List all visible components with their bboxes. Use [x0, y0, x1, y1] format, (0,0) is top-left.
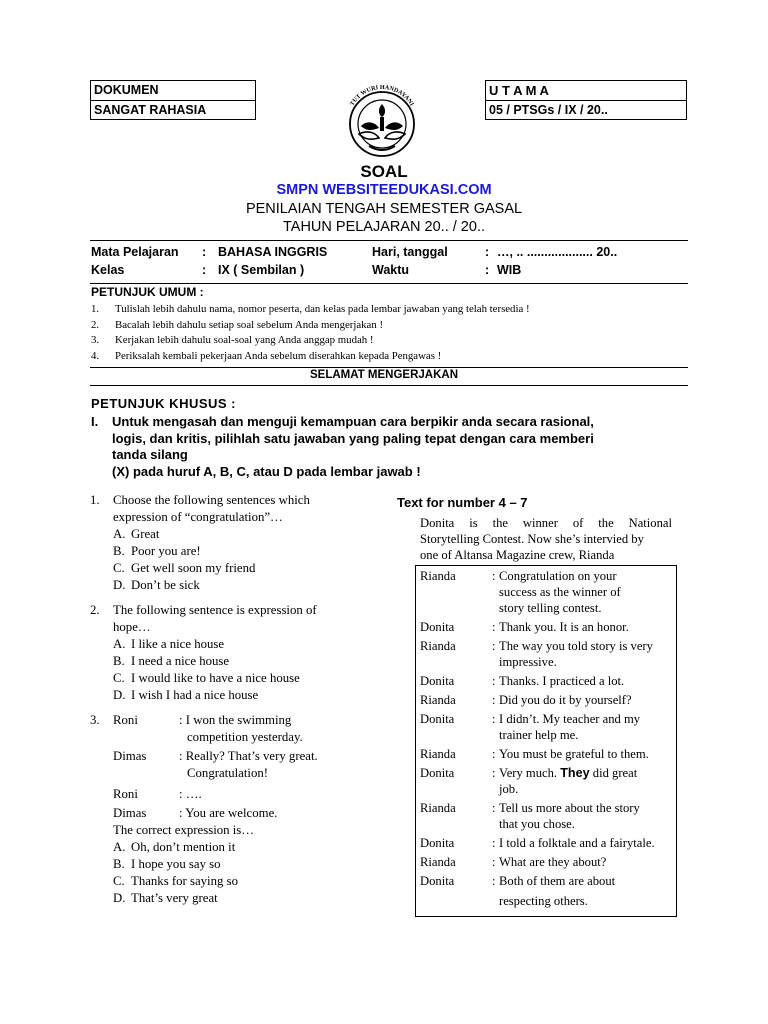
dialog-line-2: Donita : Thank you. It is an honor.	[420, 620, 629, 634]
question-3-prompt: The correct expression is…	[113, 823, 255, 837]
q2-option-c[interactable]: C. I would like to have a nice house	[113, 671, 300, 685]
dialog-line-12: Donita : Both of them are about respecting others.	[420, 874, 616, 908]
day-value: …, .. ................... 20..	[497, 245, 618, 259]
day-colon: :	[485, 245, 490, 259]
text-4-7-heading: Text for number 4 – 7	[397, 495, 528, 510]
exam-title: PENILAIAN TENGAH SEMESTER GASAL	[245, 201, 523, 217]
general-rule-2: 2. Bacalah lebih dahulu setiap soal sebelum Anda mengerjakan !	[91, 318, 384, 331]
logo-emblem-icon	[339, 84, 425, 158]
school-name: SMPN WEBSITEEDUKASI.COM	[276, 182, 492, 198]
dialog-line-10: Donita : I told a folktale and a fairytale.	[420, 836, 655, 850]
question-1: 1. Choose the following sentences which expression of “congratulation”… A. Great B. Poor you are! C. Get well soon my friend D. Don’t be sick	[90, 492, 360, 594]
general-instructions-list	[91, 302, 691, 364]
main-label: U T A M A	[489, 83, 549, 98]
dialog-line-1: Rianda : Congratulation on your success as the winner of story telling contest.	[420, 569, 621, 615]
class-label: Kelas	[91, 263, 125, 277]
svg-text:TUT WURI HANDAYANI	[349, 84, 416, 108]
subject-value: BAHASA INGGRIS	[218, 245, 328, 259]
q1-option-a[interactable]: A. Great	[113, 527, 160, 541]
time-value: WIB	[497, 263, 522, 277]
dialog-line-7: Rianda : You must be grateful to them.	[420, 747, 649, 761]
time-colon: :	[485, 263, 490, 277]
q3-option-c[interactable]: C. Thanks for saying so	[113, 874, 238, 888]
time-label: Waktu	[372, 263, 410, 277]
document-code: 05 / PTSGs / IX / 20..	[486, 100, 686, 119]
special-roman-numeral: I.	[91, 414, 99, 429]
q2-option-a[interactable]: A. I like a nice house	[113, 637, 225, 651]
divider-info	[90, 283, 688, 284]
q2-option-d[interactable]: D. I wish I had a nice house	[113, 688, 259, 702]
question-2-text: The following sentence is expression of	[113, 603, 317, 617]
confidential-label: SANGAT RAHASIA	[91, 100, 255, 119]
dialog-line-6: Donita : I didn’t. My teacher and my trainer help me.	[420, 712, 641, 742]
day-label: Hari, tanggal	[372, 245, 448, 259]
q2-option-b[interactable]: B. I need a nice house	[113, 654, 230, 668]
dialog-line-3: Rianda : The way you told story is very impressive.	[420, 639, 653, 669]
subject-label: Mata Pelajaran	[91, 245, 179, 259]
special-instructions-text: Untuk mengasah dan menguji kemampuan cara berpikir anda secara rasional, logis, dan kritis, pilihlah satu jawaban yang paling tepat dengan cara memberi tanda silang (X) pada huruf A, B, C, atau D pada lembar jawab !	[112, 414, 594, 479]
greeting: SELAMAT MENGERJAKAN	[309, 369, 458, 381]
dialog-line-5: Rianda : Did you do it by yourself?	[420, 693, 632, 707]
q3-option-b[interactable]: B. I hope you say so	[113, 857, 221, 871]
q3-option-d[interactable]: D. That’s very great	[113, 891, 218, 905]
dialog-text	[420, 568, 675, 909]
q3-option-a[interactable]: A. Oh, don’t mention it	[113, 840, 236, 854]
dialog-line-4: Donita : Thanks. I practiced a lot.	[420, 674, 625, 688]
text-4-7-intro: Donita is the winner of the National Storytelling Contest. Now she’s intervied by one of Altansa Magazine crew, Rianda	[420, 516, 672, 562]
divider-greeting-bottom	[90, 385, 688, 386]
subject-colon: :	[202, 245, 207, 259]
divider-top	[90, 240, 688, 241]
tut-wuri-handayani-logo	[339, 84, 425, 158]
dialog-line-11: Rianda : What are they about?	[420, 855, 607, 869]
soal-title: SOAL	[360, 162, 408, 181]
question-2: 2. The following sentence is expression of hope… A. I like a nice house B. I need a nice house C. I would like to have a nice house D. I wish I had a nice house	[90, 602, 365, 704]
header-right-box	[485, 80, 687, 120]
class-colon: :	[202, 263, 207, 277]
divider-greeting-top	[90, 367, 688, 368]
general-rule-1: 1. Tulislah lebih dahulu nama, nomor peserta, dan kelas pada lembar jawaban yang telah tersedia !	[91, 303, 530, 315]
question-3: 3. Roni : I won the swimming competition yesterday. Dimas : Really? That’s very great. Congratulation! Roni : …. Dimas : You are welcome. The correct expression is… A. Oh, don’t mention it B. I hope you say so C. Thanks for saying so D. That’s very great	[90, 712, 370, 907]
header-left-box	[90, 80, 256, 120]
general-rule-4: 4. Periksalah kembali pekerjaan Anda sebelum diserahkan kepada Pengawas !	[91, 349, 442, 362]
logo-motto: TUT WURI HANDAYANI	[348, 84, 416, 108]
q1-option-b[interactable]: B. Poor you are!	[113, 544, 201, 558]
document-label: DOKUMEN	[94, 83, 159, 97]
class-value: IX ( Sembilan )	[218, 263, 305, 277]
dialog-line-8: Donita : Very much. They did great job.	[420, 766, 638, 796]
general-instructions-heading: PETUNJUK UMUM :	[91, 285, 204, 299]
question-1-text: Choose the following sentences which	[113, 493, 310, 507]
general-rule-3: 3. Kerjakan lebih dahulu soal-soal yang Anda anggap mudah !	[91, 334, 374, 346]
school-year: TAHUN PELAJARAN 20.. / 20..	[283, 219, 485, 235]
q1-option-c[interactable]: C. Get well soon my friend	[113, 561, 256, 575]
q1-option-d[interactable]: D. Don’t be sick	[113, 578, 200, 592]
special-instructions-heading: PETUNJUK KHUSUS :	[91, 396, 237, 411]
dialog-line-9: Rianda : Tell us more about the story that you chose.	[420, 801, 640, 831]
